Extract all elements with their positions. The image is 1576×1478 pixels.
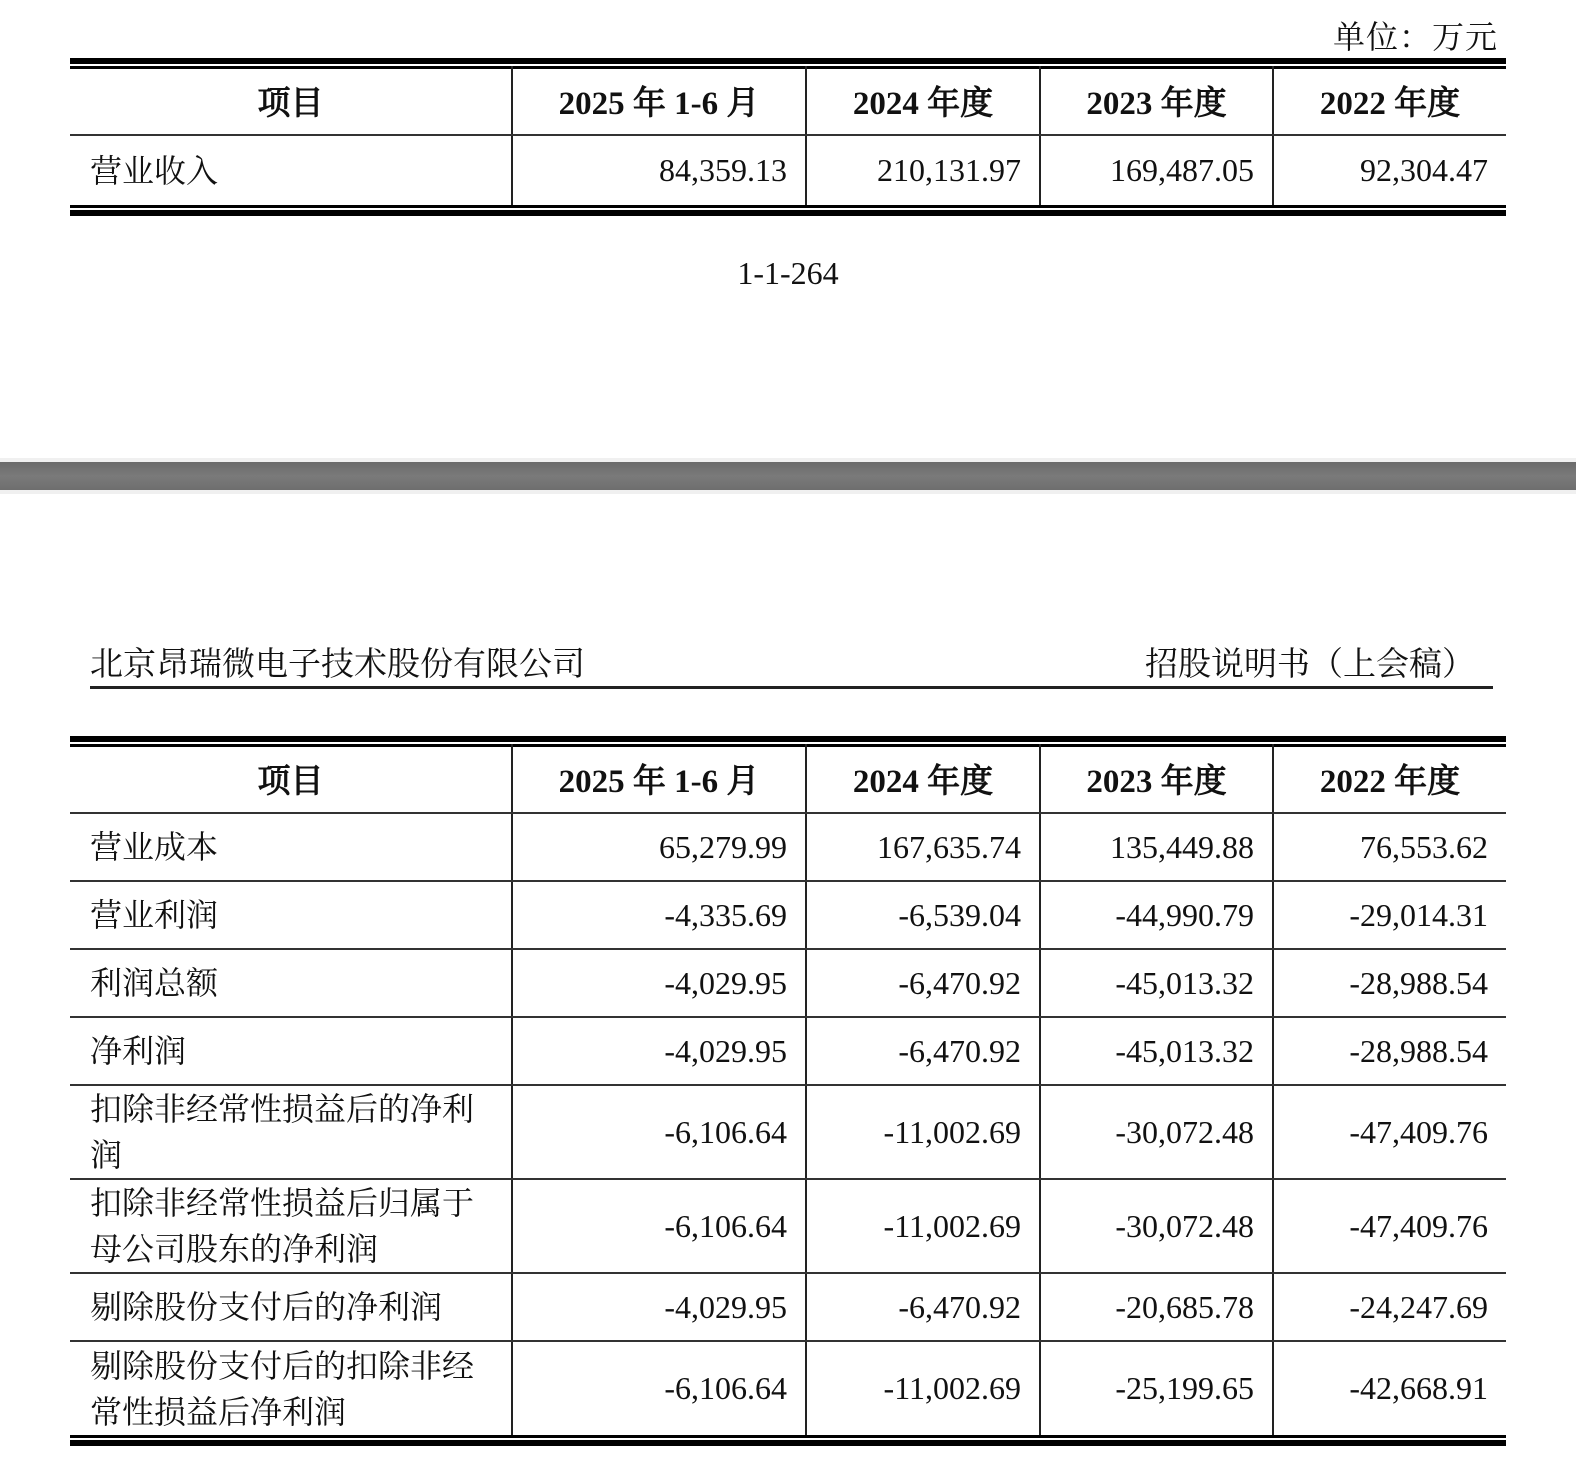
value-cell: -6,539.04 [806, 881, 1040, 949]
row-label: 营业成本 [70, 813, 512, 881]
table-row [70, 1179, 1506, 1273]
table-row [70, 1273, 1506, 1341]
column-header-period: 2025 年 1-6 月 [512, 66, 806, 135]
row-label: 利润总额 [70, 949, 512, 1017]
value-cell: -28,988.54 [1273, 1017, 1506, 1085]
table-row [70, 1017, 1506, 1085]
unit-label: 单位：万元 [1332, 19, 1498, 55]
column-header-period: 2022 年度 [1273, 66, 1506, 135]
value-cell: -11,002.69 [806, 1179, 1040, 1273]
value-cell: -4,335.69 [512, 881, 806, 949]
value-cell: -11,002.69 [806, 1341, 1040, 1435]
table-header-row [70, 744, 1506, 813]
value-cell: -6,106.64 [512, 1341, 806, 1435]
column-header-period: 2023 年度 [1040, 66, 1273, 135]
value-cell: -6,470.92 [806, 1017, 1040, 1085]
value-cell: -30,072.48 [1040, 1179, 1273, 1273]
row-label: 扣除非经常性损益后归属于母公司股东的净利润 [70, 1179, 512, 1273]
row-label: 营业利润 [70, 881, 512, 949]
row-label: 剔除股份支付后的净利润 [70, 1273, 512, 1341]
row-label: 剔除股份支付后的扣除非经常性损益后净利润 [70, 1341, 512, 1435]
value-cell: -4,029.95 [512, 1273, 806, 1341]
value-cell: -47,409.76 [1273, 1179, 1506, 1273]
table-row [70, 1341, 1506, 1435]
value-cell: -25,199.65 [1040, 1341, 1273, 1435]
table-row [70, 949, 1506, 1017]
revenue-table [70, 66, 1506, 205]
value-cell: -4,029.95 [512, 949, 806, 1017]
row-label: 扣除非经常性损益后的净利润 [70, 1085, 512, 1179]
value-cell: -6,470.92 [806, 1273, 1040, 1341]
table-header-row [70, 66, 1506, 135]
value-cell: -20,685.78 [1040, 1273, 1273, 1341]
table-bottom-rule [70, 205, 1506, 216]
value-cell: -29,014.31 [1273, 881, 1506, 949]
value-cell: -28,988.54 [1273, 949, 1506, 1017]
value-cell: -44,990.79 [1040, 881, 1273, 949]
value-cell: -6,106.64 [512, 1179, 806, 1273]
value-cell: -45,013.32 [1040, 1017, 1273, 1085]
value-cell: 210,131.97 [806, 135, 1040, 205]
column-header-item: 项目 [70, 744, 512, 813]
table-bottom-rule [70, 1435, 1506, 1446]
document-title: 招股说明书（上会稿） [1145, 647, 1475, 683]
column-header-item: 项目 [70, 66, 512, 135]
value-cell: -45,013.32 [1040, 949, 1273, 1017]
table-row [70, 1085, 1506, 1179]
value-cell: 76,553.62 [1273, 813, 1506, 881]
table-row [70, 813, 1506, 881]
value-cell: 84,359.13 [512, 135, 806, 205]
row-label: 净利润 [70, 1017, 512, 1085]
value-cell: 92,304.47 [1273, 135, 1506, 205]
value-cell: -6,106.64 [512, 1085, 806, 1179]
value-cell: -42,668.91 [1273, 1341, 1506, 1435]
column-header-period: 2024 年度 [806, 66, 1040, 135]
value-cell: -47,409.76 [1273, 1085, 1506, 1179]
page-number: 1-1-264 [737, 255, 839, 291]
column-header-period: 2025 年 1-6 月 [512, 744, 806, 813]
value-cell: 65,279.99 [512, 813, 806, 881]
row-label: 营业收入 [70, 135, 512, 205]
value-cell: 167,635.74 [806, 813, 1040, 881]
value-cell: -6,470.92 [806, 949, 1040, 1017]
page-separator [0, 458, 1576, 494]
profit-table [70, 744, 1506, 1435]
value-cell: 169,487.05 [1040, 135, 1273, 205]
column-header-period: 2024 年度 [806, 744, 1040, 813]
column-header-period: 2022 年度 [1273, 744, 1506, 813]
value-cell: -11,002.69 [806, 1085, 1040, 1179]
value-cell: -4,029.95 [512, 1017, 806, 1085]
value-cell: -24,247.69 [1273, 1273, 1506, 1341]
document-header [90, 638, 1493, 689]
table-row [70, 135, 1506, 205]
company-name: 北京昂瑞微电子技术股份有限公司 [90, 647, 585, 683]
value-cell: 135,449.88 [1040, 813, 1273, 881]
table-row [70, 881, 1506, 949]
value-cell: -30,072.48 [1040, 1085, 1273, 1179]
column-header-period: 2023 年度 [1040, 744, 1273, 813]
